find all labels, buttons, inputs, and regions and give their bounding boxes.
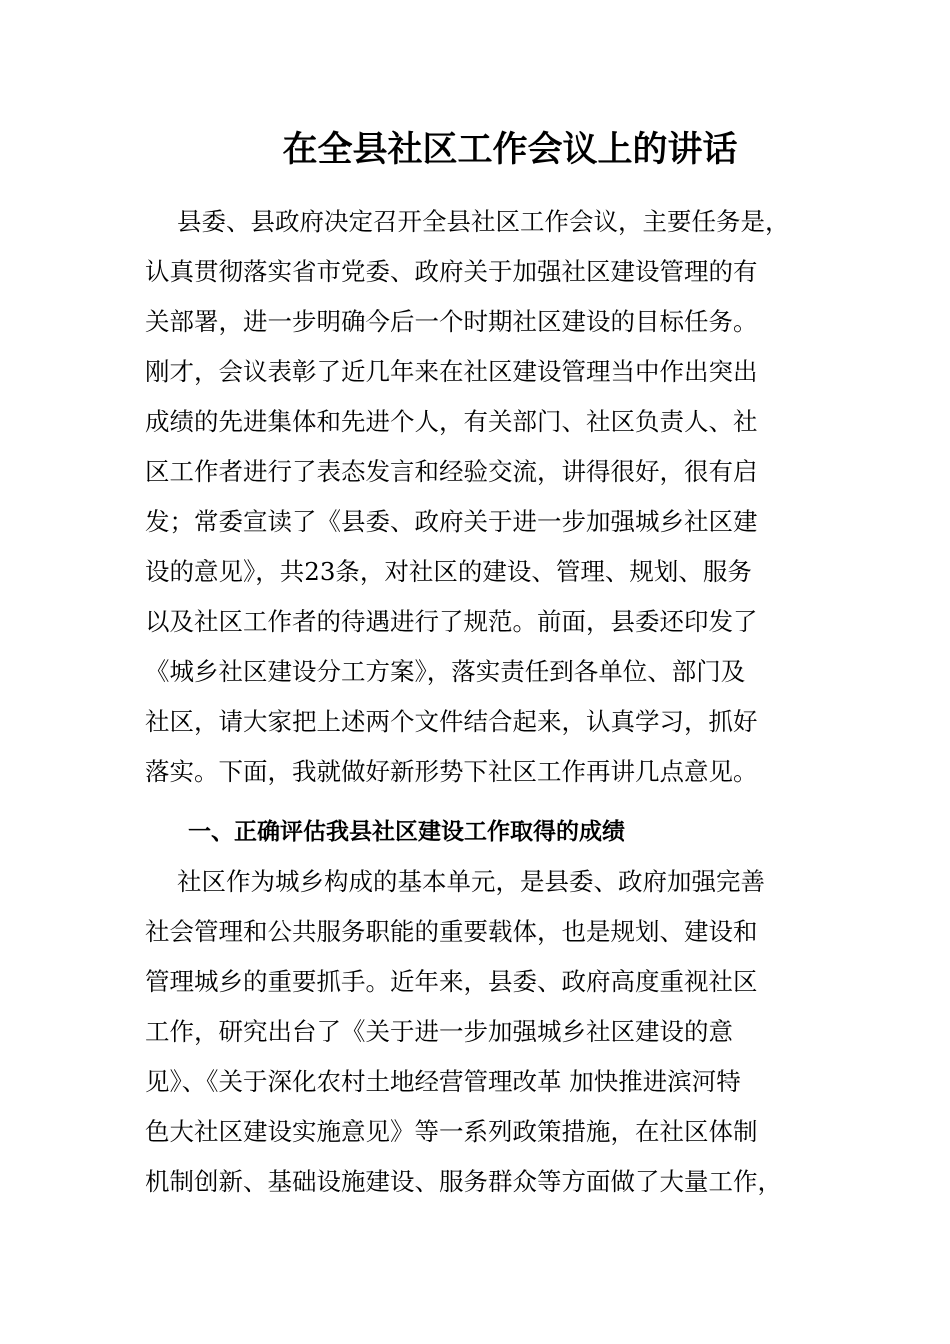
paragraph-2: [145, 857, 805, 1207]
paragraph-line: 社区，请大家把上述两个文件结合起来，认真学习，抓好: [145, 707, 758, 736]
paragraph-line: 管理城乡的重要抓手。近年来，县委、政府高度重视社区: [145, 967, 758, 996]
paragraph-line: 以及社区工作者的待遇进行了规范。前面，县委还印发了: [145, 607, 758, 636]
paragraph-line: 成绩的先进集体和先进个人，有关部门、社区负责人、社: [145, 407, 758, 436]
paragraph-line: 机制创新、基础设施建设、服务群众等方面做了大量工作，: [145, 1167, 782, 1196]
paragraph-1: [145, 197, 805, 797]
paragraph-line: 社会管理和公共服务职能的重要载体，也是规划、建设和: [145, 917, 758, 946]
paragraph-line: 认真贯彻落实省市党委、政府关于加强社区建设管理的有: [145, 257, 758, 286]
section-heading: 一、正确评估我县社区建设工作取得的成绩: [188, 818, 625, 845]
paragraph-line: 色大社区建设实施意见》等一系列政策措施，在社区体制: [145, 1117, 758, 1146]
paragraph-line: 县委、县政府决定召开全县社区工作会议，主要任务是，: [177, 207, 790, 236]
paragraph-line: 落实。下面，我就做好新形势下社区工作再讲几点意见。: [145, 757, 758, 786]
paragraph-line: 关部署，进一步明确今后一个时期社区建设的目标任务。: [145, 307, 758, 336]
paragraph-line: 工作，研究出台了《关于进一步加强城乡社区建设的意: [145, 1017, 733, 1046]
paragraph-line: 发；常委宣读了《县委、政府关于进一步加强城乡社区建: [145, 507, 758, 536]
paragraph-line: 社区作为城乡构成的基本单元，是县委、政府加强完善: [177, 867, 765, 896]
paragraph-line: 《城乡社区建设分工方案》，落实责任到各单位、部门及: [145, 657, 746, 686]
paragraph-line: 设的意见》，共23条，对社区的建设、管理、规划、服务: [145, 557, 752, 586]
paragraph-line: 区工作者进行了表态发言和经验交流，讲得很好，很有启: [145, 457, 758, 486]
paragraph-line: 见》、《关于深化农村土地经营管理改革 加快推进滨河特: [145, 1067, 741, 1096]
paragraph-line: 刚才，会议表彰了近几年来在社区建设管理当中作出突出: [145, 357, 758, 386]
document-title: 在全县社区工作会议上的讲话: [282, 129, 738, 170]
